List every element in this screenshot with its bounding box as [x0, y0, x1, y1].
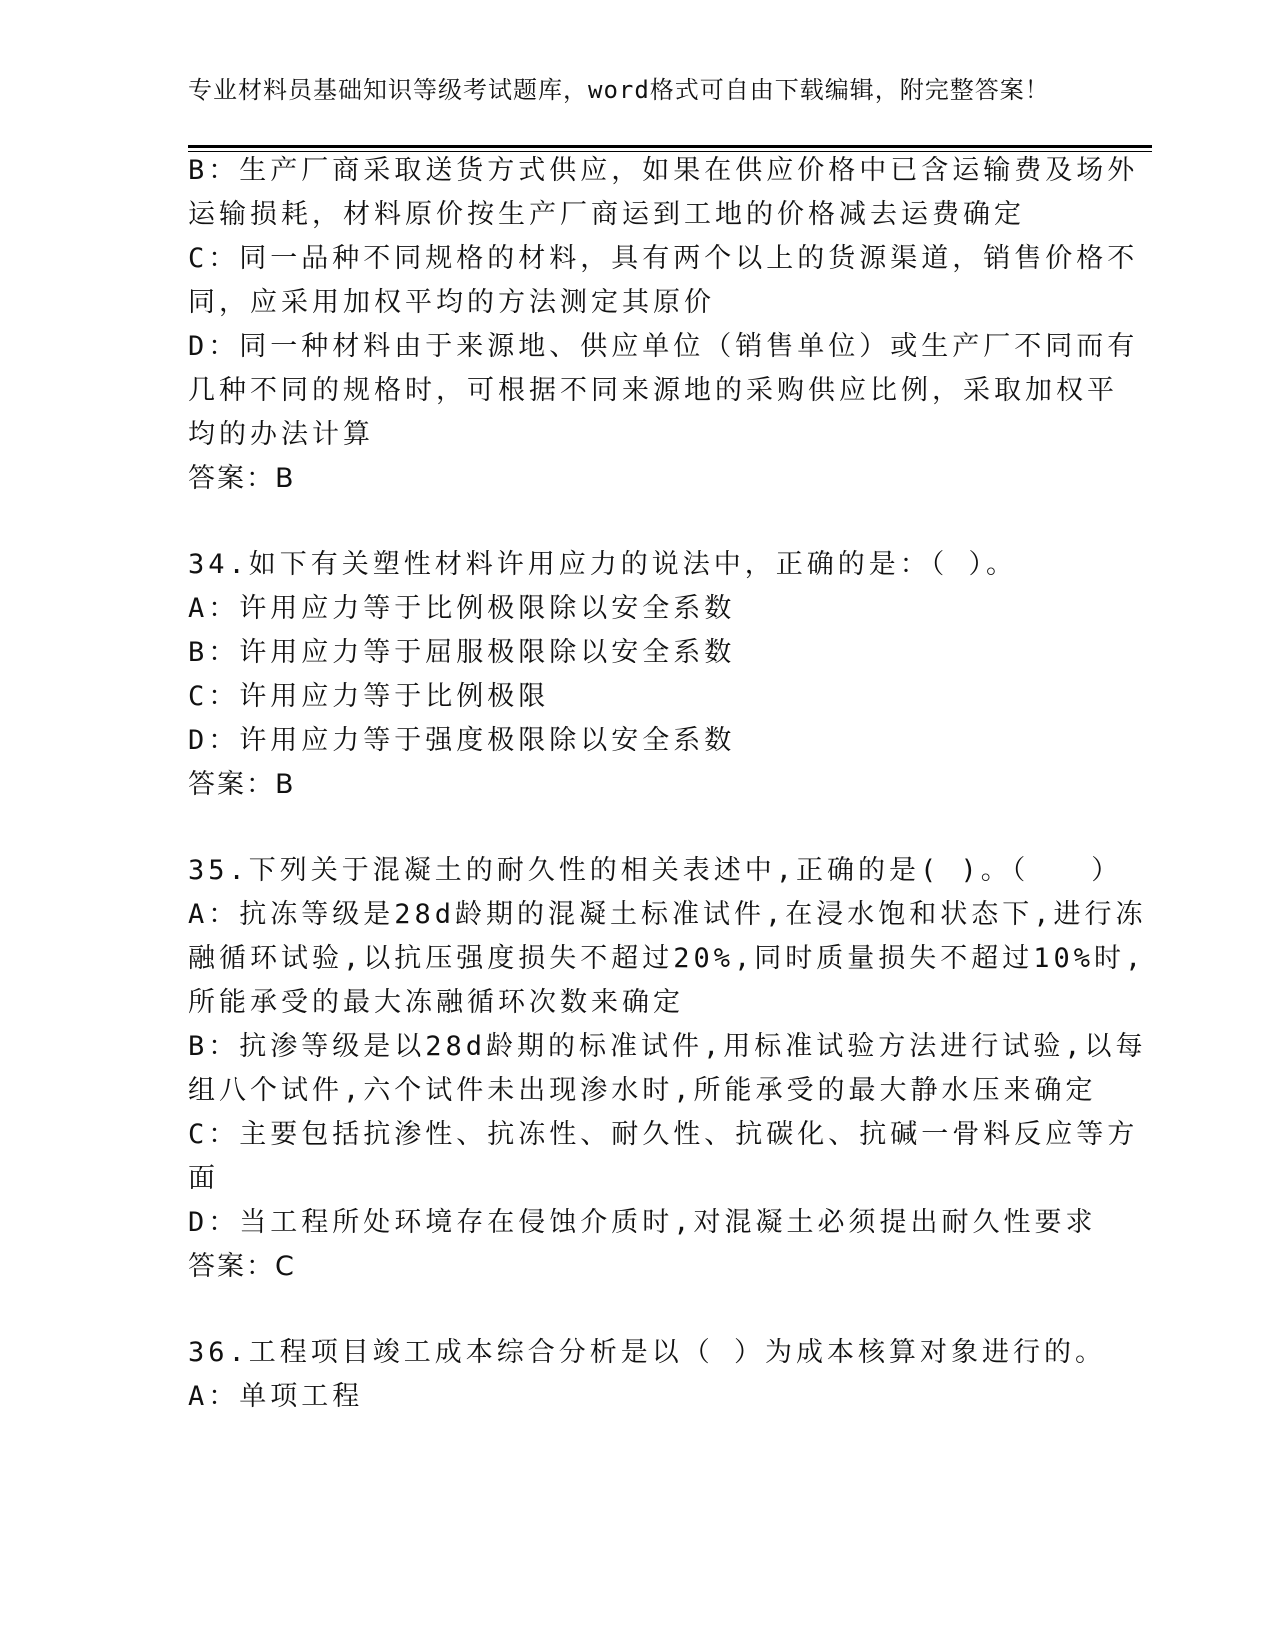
q34-option-c: C：许用应力等于比例极限: [188, 681, 550, 712]
q33-option-b-line2: 运输损耗，材料原价按生产厂商运到工地的价格减去运费确定: [188, 199, 1025, 230]
q35-option-d: D：当工程所处环境存在侵蚀介质时,对混凝土必须提出耐久性要求: [188, 1207, 1097, 1238]
q35-question: 35.下列关于混凝土的耐久性的相关表述中,正确的是( )。（ ）: [188, 855, 1123, 886]
q35-option-a-line2: 融循环试验,以抗压强度损失不超过20%,同时质量损失不超过10%时,: [188, 943, 1146, 974]
q33-option-c-line2: 同，应采用加权平均的方法测定其原价: [188, 287, 715, 318]
q34-option-a: A：许用应力等于比例极限除以安全系数: [188, 593, 736, 624]
q33-option-b-line1: B：生产厂商采取送货方式供应，如果在供应价格中已含运输费及场外: [188, 155, 1139, 186]
q36-option-a: A：单项工程: [188, 1381, 364, 1412]
q33-option-d-line1: D：同一种材料由于来源地、供应单位（销售单位）或生产厂不同而有: [188, 331, 1139, 362]
q35-answer: 答案：C: [188, 1251, 296, 1282]
q33-answer: 答案：B: [188, 463, 296, 494]
page-header: 专业材料员基础知识等级考试题库，word格式可自由下载编辑，附完整答案！: [188, 76, 1050, 104]
q34-option-b: B：许用应力等于屈服极限除以安全系数: [188, 637, 736, 668]
q33-option-d-line2: 几种不同的规格时，可根据不同来源地的采购供应比例，采取加权平: [188, 375, 1118, 406]
q36-question: 36.工程项目竣工成本综合分析是以（ ）为成本核算对象进行的。: [188, 1337, 1107, 1368]
q34-option-d: D：许用应力等于强度极限除以安全系数: [188, 725, 736, 756]
q35-option-c-line1: C：主要包括抗渗性、抗冻性、耐久性、抗碳化、抗碱一骨料反应等方: [188, 1119, 1139, 1150]
q35-option-a-line1: A：抗冻等级是28d龄期的混凝土标准试件,在浸水饱和状态下,进行冻: [188, 899, 1147, 930]
q34-answer: 答案：B: [188, 769, 296, 800]
q33-option-c-line1: C：同一品种不同规格的材料，具有两个以上的货源渠道，销售价格不: [188, 243, 1139, 274]
q34-question: 34.如下有关塑性材料许用应力的说法中，正确的是：（ ）。: [188, 549, 1018, 580]
q35-option-b-line2: 组八个试件,六个试件未出现渗水时,所能承受的最大静水压来确定: [188, 1075, 1097, 1106]
q35-option-a-line3: 所能承受的最大冻融循环次数来确定: [188, 987, 684, 1018]
q33-option-d-line3: 均的办法计算: [188, 419, 374, 450]
q35-option-c-line2: 面: [188, 1163, 219, 1194]
q35-option-b-line1: B：抗渗等级是以28d龄期的标准试件,用标准试验方法进行试验,以每: [188, 1031, 1147, 1062]
